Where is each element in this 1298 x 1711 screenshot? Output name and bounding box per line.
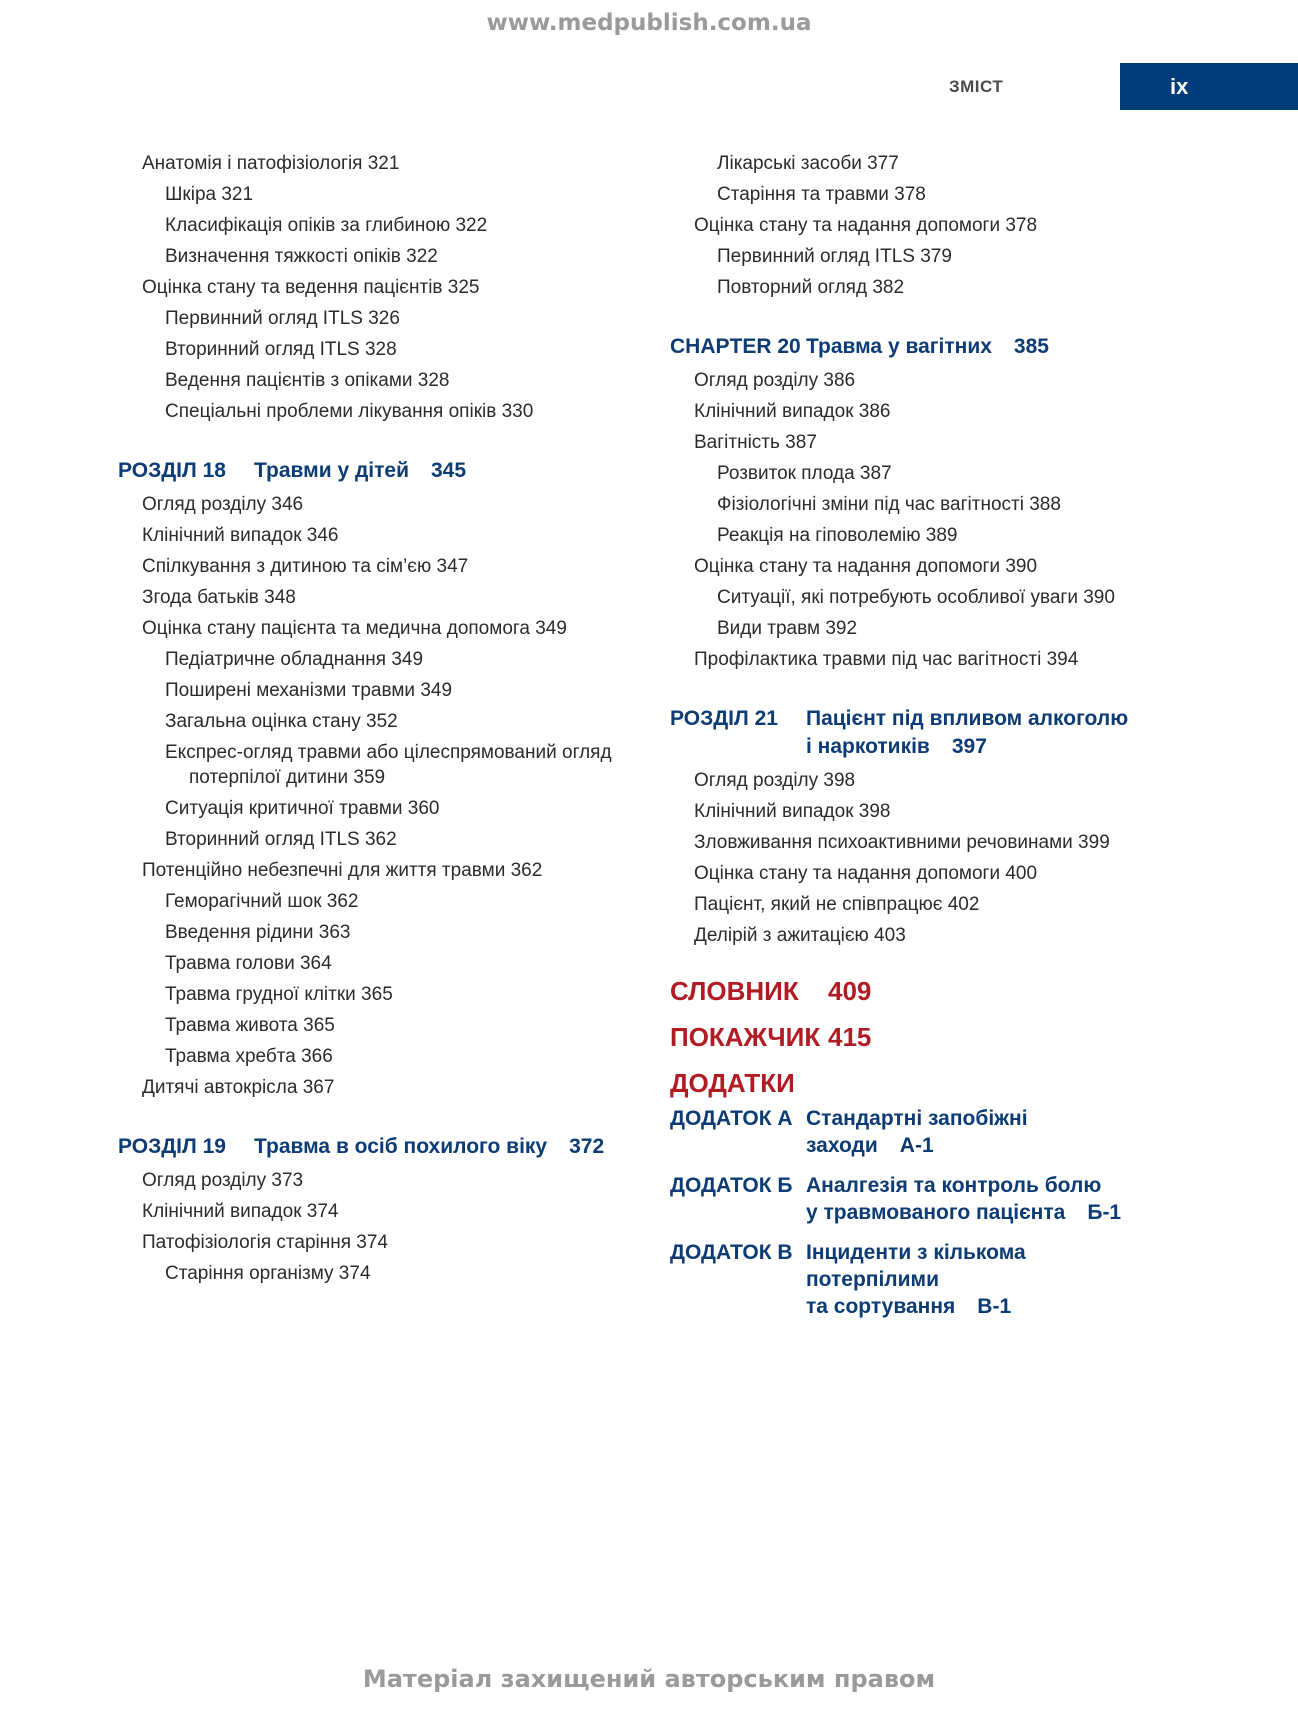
toc-entry[interactable]: Первинний огляд ITLS 326 xyxy=(165,308,400,329)
toc-entry[interactable]: Пацієнт, який не співпрацює 402 xyxy=(694,894,980,915)
toc-entries-continued xyxy=(670,148,1160,303)
toc-entry[interactable]: Огляд розділу 386 xyxy=(694,370,856,391)
index-page: 415 xyxy=(828,1022,872,1052)
toc-entry[interactable]: Старіння та травми 378 xyxy=(717,184,926,205)
toc-entry[interactable]: Делірій з ажитацією 403 xyxy=(694,925,906,946)
appendix-a[interactable] xyxy=(670,1105,1160,1159)
toc-entry[interactable]: Повторний огляд 382 xyxy=(717,277,905,298)
toc-entry[interactable]: Вторинний огляд ITLS 328 xyxy=(165,339,397,360)
page-number: ix xyxy=(1170,74,1189,99)
watermark-url: www.medpublish.com.ua xyxy=(486,10,812,36)
toc-entry[interactable]: Оцінка стану та ведення пацієнтів 325 xyxy=(142,277,480,298)
toc-entry[interactable]: Огляд розділу 346 xyxy=(142,494,304,515)
appendix-label: ДОДАТОК А xyxy=(670,1107,793,1130)
chapter-18-entries-a xyxy=(118,489,638,737)
running-head: ЗМІСТ xyxy=(949,77,1004,96)
appendix-page: Б-1 xyxy=(1087,1201,1122,1224)
appendix-title: Стандартні запобіжні заходи xyxy=(806,1107,1028,1157)
toc-entries-continued xyxy=(118,148,638,427)
appendix-b[interactable] xyxy=(670,1172,1160,1226)
chapter-title: Травма в осіб похилого віку xyxy=(254,1135,548,1158)
chapter-page: 372 xyxy=(569,1135,605,1158)
appendix-c[interactable] xyxy=(670,1239,1160,1320)
appendix-title-line2: у травмованого пацієнта xyxy=(806,1201,1066,1224)
appendix-title-line2: та сортування xyxy=(806,1295,956,1318)
toc-entry[interactable]: Травма живота 365 xyxy=(165,1015,335,1036)
chapter-title-line1: Пацієнт під впливом алкоголю xyxy=(806,707,1129,730)
toc-entry[interactable]: Педіатричне обладнання 349 xyxy=(165,649,424,670)
toc-entry[interactable]: Реакція на гіповолемію 389 xyxy=(717,525,958,546)
index-label: ПОКАЖЧИК xyxy=(670,1022,821,1052)
toc-entry[interactable]: Спеціальні проблеми лікування опіків 330 xyxy=(165,401,534,422)
toc-entry-line1: Експрес-огляд травми або цілеспрямований огляд xyxy=(165,742,612,763)
chapter-label: РОЗДІЛ 18 xyxy=(118,459,226,482)
toc-right-column xyxy=(670,148,1160,1333)
toc-entry[interactable]: Травма голови 364 xyxy=(165,953,332,974)
toc-entry[interactable]: Ведення пацієнтів з опіками 328 xyxy=(165,370,450,391)
toc-entry[interactable]: Клінічний випадок 374 xyxy=(142,1201,339,1222)
glossary-heading[interactable] xyxy=(670,973,1160,1009)
appendix-label: ДОДАТОК В xyxy=(670,1241,793,1264)
toc-entry[interactable]: Анатомія і патофізіологія 321 xyxy=(142,153,400,174)
chapter-label: РОЗДІЛ 19 xyxy=(118,1135,226,1158)
toc-entry[interactable]: Травма хребта 366 xyxy=(165,1046,333,1067)
appendix-page: В-1 xyxy=(977,1295,1012,1318)
toc-entry[interactable]: Клінічний випадок 346 xyxy=(142,525,339,546)
chapter-label: CHAPTER 20 xyxy=(670,335,801,358)
toc-entry[interactable]: Ситуації, які потребують особливої уваги 390 xyxy=(717,587,1115,608)
toc-entry[interactable]: Травма грудної клітки 365 xyxy=(165,984,393,1005)
toc-entry-line2: потерпілої дитини 359 xyxy=(189,767,386,788)
toc-entry[interactable]: Оцінка стану та надання допомоги 400 xyxy=(694,863,1038,884)
watermark-copyright: Матеріал захищений авторським правом xyxy=(362,1665,936,1693)
chapter-page: 397 xyxy=(951,735,987,758)
glossary-label: СЛОВНИК xyxy=(670,976,799,1006)
toc-entry[interactable]: Огляд розділу 373 xyxy=(142,1170,304,1191)
chapter-20-entries xyxy=(670,365,1160,675)
chapter-21-entries xyxy=(670,765,1160,951)
toc-entry[interactable]: Згода батьків 348 xyxy=(142,587,296,608)
toc-entry[interactable]: Поширені механізми травми 349 xyxy=(165,680,453,701)
chapter-heading-20[interactable] xyxy=(670,333,1160,361)
chapter-label: РОЗДІЛ 21 xyxy=(670,707,778,730)
chapter-heading-19[interactable] xyxy=(118,1133,638,1161)
chapter-page: 385 xyxy=(1013,335,1049,358)
toc-entry[interactable]: Шкіра 321 xyxy=(165,184,254,205)
toc-entry[interactable]: Визначення тяжкості опіків 322 xyxy=(165,246,438,267)
toc-entry[interactable]: Розвиток плода 387 xyxy=(717,463,892,484)
toc-entry[interactable]: Патофізіологія старіння 374 xyxy=(142,1232,388,1253)
toc-entry[interactable]: Зловживання психоактивними речовинами 399 xyxy=(694,832,1110,853)
chapter-page: 345 xyxy=(431,459,467,482)
toc-entry[interactable]: Клінічний випадок 386 xyxy=(694,401,891,422)
toc-entry[interactable]: Ситуація критичної травми 360 xyxy=(165,798,440,819)
toc-entry[interactable]: Потенційно небезпечні для життя травми 362 xyxy=(142,860,543,881)
page-number-tab xyxy=(1120,63,1298,110)
toc-entry[interactable]: Дитячі автокрісла 367 xyxy=(142,1077,335,1098)
toc-entry[interactable]: Класифікація опіків за глибиною 322 xyxy=(165,215,488,236)
chapter-title-line2: і наркотиків xyxy=(806,735,930,758)
toc-entry[interactable]: Спілкування з дитиною та сім’єю 347 xyxy=(142,556,469,577)
toc-entry[interactable]: Вагітність 387 xyxy=(694,432,817,453)
chapter-title: Травма у вагітних xyxy=(806,335,992,358)
toc-entry[interactable]: Вторинний огляд ITLS 362 xyxy=(165,829,397,850)
toc-entry[interactable]: Клінічний випадок 398 xyxy=(694,801,891,822)
appendix-title-line1: Аналгезія та контроль болю xyxy=(806,1174,1102,1197)
chapter-19-entries xyxy=(118,1165,638,1289)
toc-entry[interactable]: Первинний огляд ITLS 379 xyxy=(717,246,952,267)
appendices-title: ДОДАТКИ xyxy=(670,1068,795,1098)
chapter-heading-21[interactable] xyxy=(670,705,1160,761)
toc-entry[interactable]: Види травм 392 xyxy=(717,618,858,639)
toc-entry[interactable]: Лікарські засоби 377 xyxy=(717,153,899,174)
chapter-title: Травми у дітей xyxy=(254,459,409,482)
toc-entry[interactable]: Огляд розділу 398 xyxy=(694,770,856,791)
toc-entry[interactable]: Загальна оцінка стану 352 xyxy=(165,711,398,732)
chapter-18-entries-b xyxy=(118,793,638,1103)
glossary-page: 409 xyxy=(828,976,872,1006)
toc-entry[interactable]: Геморагічний шок 362 xyxy=(165,891,359,912)
appendix-label: ДОДАТОК Б xyxy=(670,1174,793,1197)
appendix-page: А-1 xyxy=(899,1134,934,1157)
toc-entry[interactable]: Оцінка стану та надання допомоги 378 xyxy=(694,215,1038,236)
toc-entry-wrapped[interactable] xyxy=(118,737,638,793)
toc-left-column xyxy=(118,148,638,1289)
index-heading[interactable] xyxy=(670,1019,1160,1055)
toc-entry[interactable]: Оцінка стану та надання допомоги 390 xyxy=(694,556,1038,577)
appendix-title-line1: Інциденти з кількома потерпілими xyxy=(806,1241,1026,1291)
chapter-heading-18[interactable] xyxy=(118,457,638,485)
toc-entry[interactable]: Фізіологічні зміни під час вагітності 388 xyxy=(717,494,1061,515)
toc-entry[interactable]: Оцінка стану пацієнта та медична допомога 349 xyxy=(142,618,567,639)
appendices-heading xyxy=(670,1065,1160,1101)
toc-entry[interactable]: Старіння організму 374 xyxy=(165,1263,371,1284)
toc-entry[interactable]: Профілактика травми під час вагітності 394 xyxy=(694,649,1079,670)
toc-entry[interactable]: Введення рідини 363 xyxy=(165,922,351,943)
